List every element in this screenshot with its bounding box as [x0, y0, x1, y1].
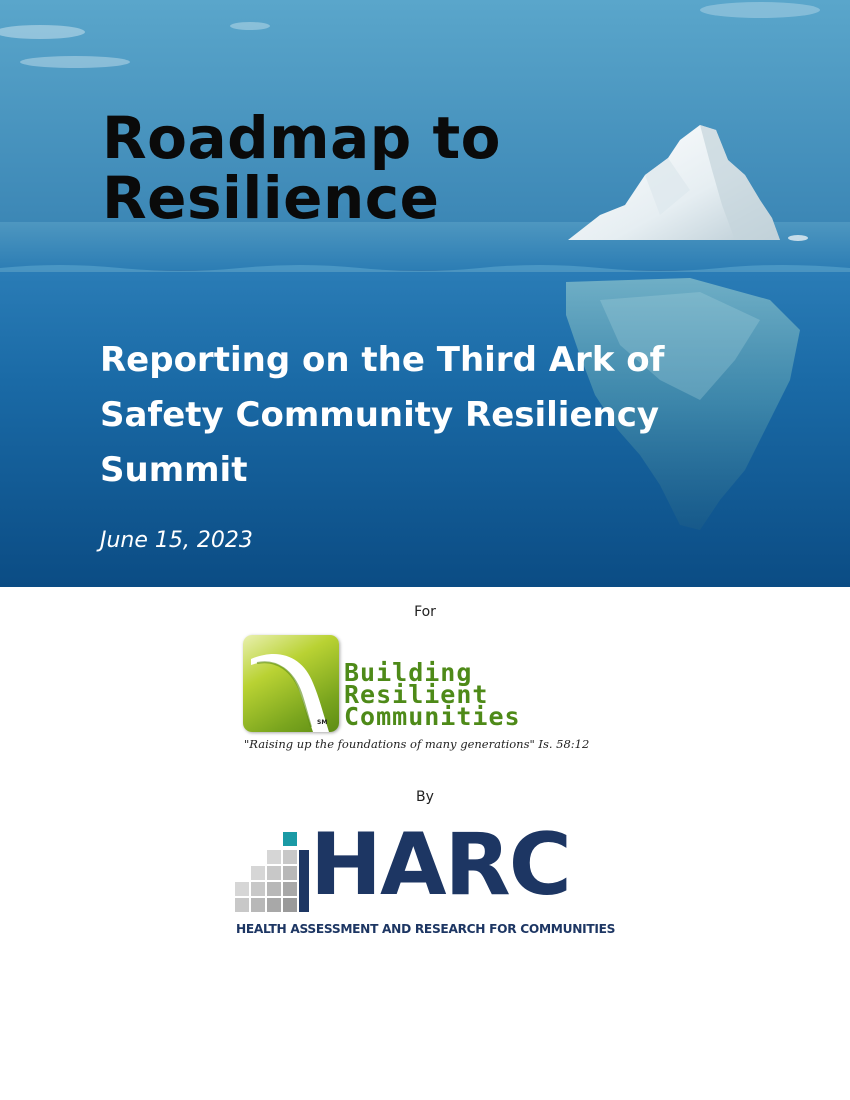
harc-logo	[235, 815, 616, 940]
document-date: June 15, 2023	[100, 528, 253, 553]
document-subtitle: Reporting on the Third Ark of Safety Community Resiliency Summit	[100, 340, 665, 490]
harc-grid-icon	[235, 830, 310, 915]
document-title	[102, 104, 502, 232]
brc-word-resilient: Resilient	[344, 680, 489, 709]
service-mark: SM	[317, 719, 328, 726]
swoosh-icon	[243, 635, 339, 732]
for-label: For	[414, 604, 436, 620]
title-line-1: Roadmap to	[102, 104, 502, 172]
brc-tagline: "Raising up the foundations of many generations" Is. 58:12	[244, 737, 590, 751]
brc-word-building: Building	[344, 658, 473, 687]
building-resilient-communities-logo	[240, 633, 620, 761]
brc-wordmark	[344, 658, 521, 731]
brc-word-communities: Communities	[344, 702, 521, 731]
harc-wordmark: HARC	[310, 815, 570, 915]
brc-logo-mark	[243, 635, 339, 732]
by-label: By	[416, 789, 434, 805]
harc-full-name: HEALTH ASSESSMENT AND RESEARCH FOR COMMUNITIES	[236, 922, 616, 936]
title-line-2: Resilience	[102, 164, 440, 232]
